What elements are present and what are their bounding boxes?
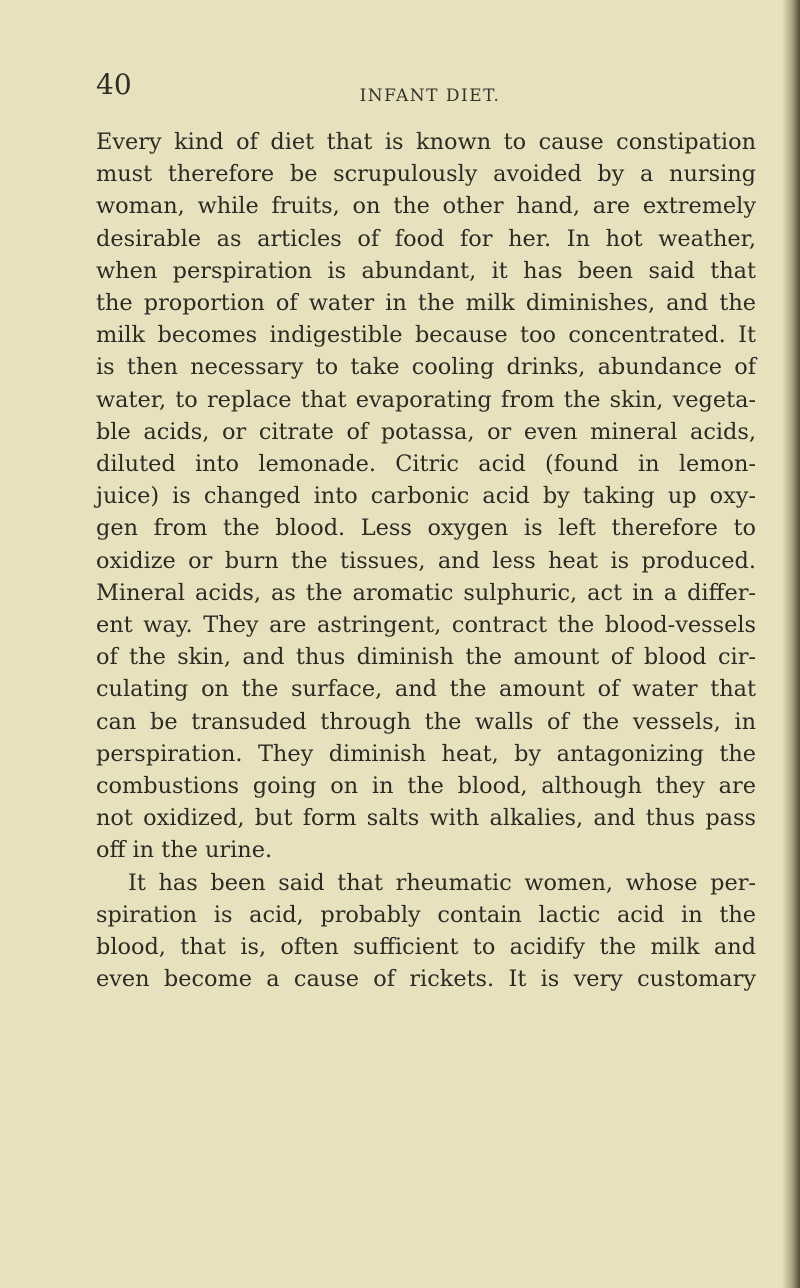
text-line: oxidize or burn the tissues, and less heat is produced. xyxy=(96,547,756,574)
text-line: culating on the surface, and the amount of water that xyxy=(96,676,756,703)
text-line: not oxidized, but form salts with alkalies, and thus pass xyxy=(96,805,756,832)
text-line: blood, that is, often sufficient to acidify the milk and xyxy=(96,934,756,961)
text-line: combustions going on in the blood, although they are xyxy=(96,773,756,800)
text-line: spiration is acid, probably contain lactic acid in the xyxy=(96,901,756,928)
page-number: 40 xyxy=(96,68,132,101)
text-line: woman, while fruits, on the other hand, are extremely xyxy=(96,193,756,220)
text-line: of the skin, and thus diminish the amount of blood cir- xyxy=(96,644,756,671)
text-line: ent way. They are astringent, contract the blood-vessels xyxy=(96,612,756,639)
running-title-text: INFANT DIET. xyxy=(359,86,501,106)
text-line: must therefore be scrupulously avoided by a nursing xyxy=(96,161,756,188)
text-line: even become a cause of rickets. It is very customary xyxy=(96,966,756,993)
text-line: perspiration. They diminish heat, by antagonizing the xyxy=(96,740,756,767)
text-line: Mineral acids, as the aromatic sulphuric, act in a differ- xyxy=(96,579,756,606)
text-line: ble acids, or citrate of potassa, or even mineral acids, xyxy=(96,418,756,445)
text-line: is then necessary to take cooling drinks, abundance of xyxy=(96,354,756,381)
text-line: juice) is changed into carbonic acid by taking up oxy- xyxy=(96,483,756,510)
text-line: can be transuded through the walls of the vessels, in xyxy=(96,708,756,735)
text-line: Every kind of diet that is known to cause constipation xyxy=(96,129,756,155)
text-line: off in the urine. xyxy=(96,837,273,864)
text-line: diluted into lemonade. Citric acid (found in lemon- xyxy=(96,451,756,478)
text-line: milk becomes indigestible because too concentrated. It xyxy=(96,322,756,349)
running-title xyxy=(0,86,800,106)
text-line: water, to replace that evaporating from the skin, vegeta- xyxy=(96,386,756,413)
page-edge-shadow xyxy=(782,0,800,1288)
text-line: gen from the blood. Less oxygen is left therefore to xyxy=(96,515,756,542)
text-line: when perspiration is abundant, it has been said that xyxy=(96,257,756,284)
text-line: desirable as articles of food for her. In hot weather, xyxy=(96,225,756,252)
text-line: the proportion of water in the milk diminishes, and the xyxy=(96,290,756,317)
body-text xyxy=(96,126,756,995)
paragraph-first-line: It has been said that rheumatic women, whose per- xyxy=(128,869,756,896)
